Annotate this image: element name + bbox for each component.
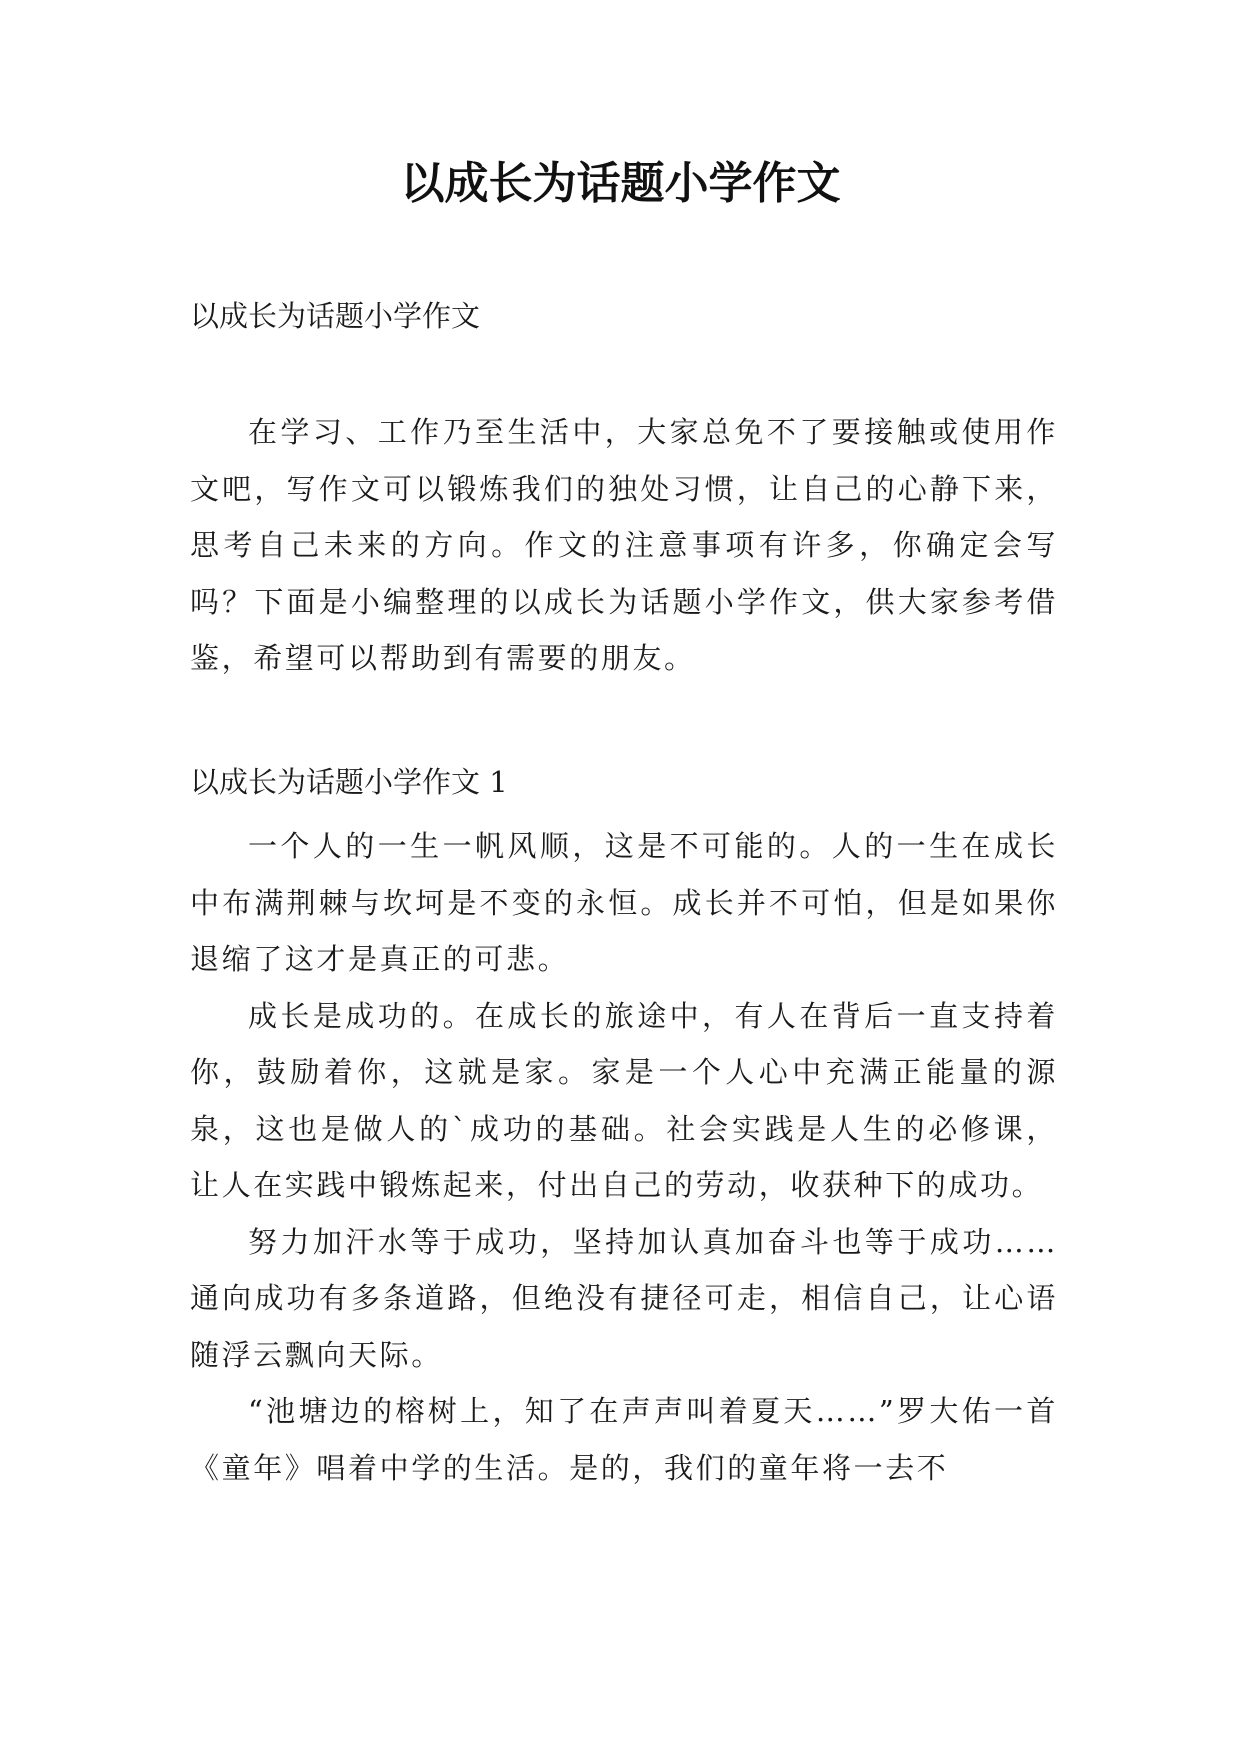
essay-body [190,818,1058,1496]
section-label: 以成长为话题小学作文 1 [190,765,508,799]
intro-body [190,404,1058,687]
intro-label: 以成长为话题小学作文 [190,299,481,333]
essay-paragraph-2: 成长是成功的。在成长的旅途中，有人在背后一直支持着你，鼓励着你，这就是家。家是一个人心中充满正能量的源泉，这也是做人的`成功的基础。社会实践是人生的必修课，让人在实践中锻炼起来，付出自己的劳动，收获种下的成功。 [190,998,1058,1202]
essay-paragraph-3: 努力加汗水等于成功，坚持加认真加奋斗也等于成功……通向成功有多条道路，但绝没有捷径可走，相信自己，让心语随浮云飘向天际。 [190,1224,1058,1372]
intro-paragraph: 在学习、工作乃至生活中，大家总免不了要接触或使用作文吧，写作文可以锻炼我们的独处习惯，让自己的心静下来，思考自己未来的方向。作文的注意事项有许多，你确定会写吗？下面是小编整理的以成长为话题小学作文，供大家参考借鉴，希望可以帮助到有需要的朋友。 [190,415,1058,675]
essay-paragraph-4: “池塘边的榕树上，知了在声声叫着夏天……”罗大佑一首《童年》唱着中学的生活。是的，我们的童年将一去不 [190,1394,1058,1485]
essay-paragraph-1: 一个人的一生一帆风顺，这是不可能的。人的一生在成长中布满荆棘与坎坷是不变的永恒。成长并不可怕，但是如果你退缩了这才是真正的可悲。 [190,829,1058,976]
document-title: 以成长为话题小学作文 [400,158,841,209]
